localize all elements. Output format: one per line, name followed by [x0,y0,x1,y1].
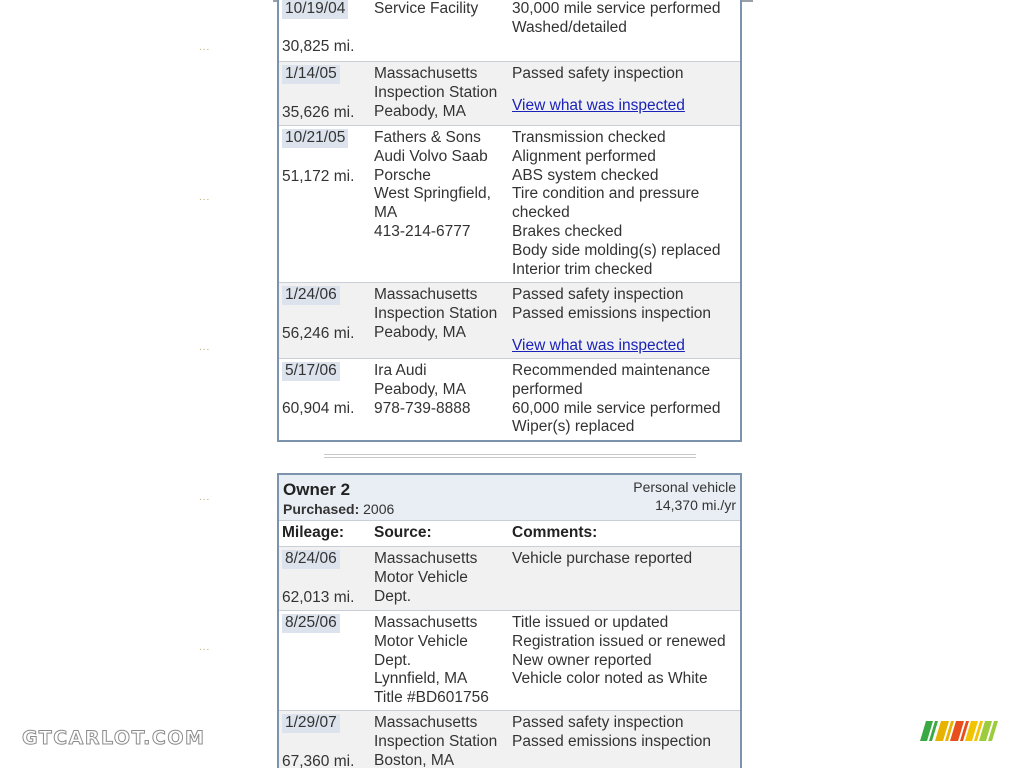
record-source [374,550,509,606]
comment-line: Interior trim checked [512,260,653,278]
record-date: 1/24/06 [282,286,340,305]
col-header-source: Source: [374,524,432,541]
source-line: Massachusetts [374,550,478,567]
record-mileage: 35,626 mi. [282,104,355,121]
owner2-history-table [277,473,742,768]
comment-line: Passed emissions inspection [512,304,712,322]
record-date: 8/25/06 [282,614,340,633]
owner-usage [633,479,736,514]
col-header-mileage: Mileage: [282,524,345,541]
record-source [374,362,509,418]
record-source [374,65,509,121]
comment-line: Registration issued or renewed [512,632,726,650]
source-line: Porsche [374,166,431,184]
owner-title: Owner 2 [283,480,351,499]
record-mileage: 67,360 mi. [282,753,355,768]
record-source [374,129,509,242]
margin-dots: ... [199,342,211,353]
comment-line: Wiper(s) replaced [512,418,635,436]
purchased-year: 2006 [363,501,395,517]
comment-line: Vehicle purchase reported [512,550,693,567]
column-headers [279,521,740,547]
comment-line: checked [512,204,570,222]
record-mileage: 51,172 mi. [282,168,355,185]
source-line: Dept. [374,587,412,605]
source-line: Massachusetts [374,714,478,731]
source-line: Boston, MA [374,751,455,768]
purchased-info [283,501,394,517]
comment-line: 30,000 mile service performed [512,0,721,17]
record-mileage: 60,904 mi. [282,400,355,417]
owner1-history-table [277,0,742,442]
source-line: Massachusetts [374,614,478,631]
margin-dots: ... [199,42,211,53]
record-mileage: 56,246 mi. [282,325,355,342]
source-line: Massachusetts [374,286,478,303]
comment-line: Title issued or updated [512,614,669,631]
record-mileage: 62,013 mi. [282,589,355,606]
source-line: Motor Vehicle [374,632,468,650]
record-source [374,0,509,19]
source-line: Lynnfield, MA [374,670,468,688]
comment-line: Tire condition and pressure [512,185,700,203]
comment-line: Vehicle color noted as White [512,670,708,688]
table-row [279,0,740,62]
table-row [279,283,740,359]
record-source [374,286,509,342]
record-source [374,614,509,708]
source-line: Inspection Station [374,732,498,750]
record-date: 5/17/06 [282,362,340,381]
source-line: Peabody, MA [374,380,466,398]
comment-line: 60,000 mile service performed [512,399,721,417]
table-row [279,62,740,126]
usage-type: Personal vehicle [633,479,736,495]
record-comments [512,550,742,569]
record-comments [512,614,742,689]
source-line: 413-214-6777 [374,222,471,240]
source-line: Inspection Station [374,83,498,101]
source-line: Ira Audi [374,362,427,379]
record-date: 8/24/06 [282,550,340,569]
source-line: Dept. [374,651,412,669]
comment-line: performed [512,380,583,398]
comment-line: Passed safety inspection [512,65,684,82]
view-inspection-link[interactable]: View what was inspected [512,96,685,114]
source-line: Inspection Station [374,304,498,322]
margin-dots: ... [199,492,211,503]
section-divider [324,454,696,458]
col-header-comments: Comments: [512,524,598,541]
owner-header [279,475,740,521]
site-watermark: GTCARLOT.COM [22,727,206,749]
source-line: 978-739-8888 [374,399,471,417]
comment-line: New owner reported [512,651,652,669]
comment-line: Body side molding(s) replaced [512,241,721,259]
comment-line: Alignment performed [512,147,656,165]
record-comments [512,65,742,116]
record-date: 1/29/07 [282,714,340,733]
record-comments [512,0,742,38]
source-line: Massachusetts [374,65,478,82]
view-inspection-link[interactable]: View what was inspected [512,336,685,354]
record-source [374,714,509,768]
record-date: 10/21/05 [282,129,348,148]
record-date: 1/14/05 [282,65,340,84]
source-line: West Springfield, [374,185,491,203]
comment-line: Washed/detailed [512,18,627,36]
source-line: Peabody, MA [374,323,466,341]
comment-line: Brakes checked [512,222,623,240]
comment-line: ABS system checked [512,166,659,184]
source-line: Motor Vehicle [374,568,468,586]
margin-dots: ... [199,192,211,203]
table-row [279,611,740,711]
margin-dots: ... [199,642,211,653]
source-line: MA [374,204,398,222]
record-comments [512,362,742,437]
record-comments [512,286,742,355]
comment-line: Transmission checked [512,129,666,146]
record-date: 10/19/04 [282,0,348,19]
table-row [279,126,740,283]
comment-line: Passed emissions inspection [512,732,712,750]
comment-line: Recommended maintenance [512,362,711,379]
table-row [279,547,740,611]
comment-line: Passed safety inspection [512,286,684,303]
annual-miles: 14,370 mi./yr [655,496,736,513]
stripes-logo-icon [920,721,998,741]
source-line: Service Facility [374,0,479,17]
comment-line: Passed safety inspection [512,714,684,731]
source-line: Fathers & Sons [374,129,481,146]
table-row [279,711,740,768]
purchased-label: Purchased: [283,501,360,517]
table-row [279,359,740,440]
record-comments [512,129,742,279]
record-mileage: 30,825 mi. [282,38,355,55]
record-comments [512,714,742,752]
source-line: Audi Volvo Saab [374,147,488,165]
source-line: Title #BD601756 [374,689,489,707]
source-line: Peabody, MA [374,102,466,120]
